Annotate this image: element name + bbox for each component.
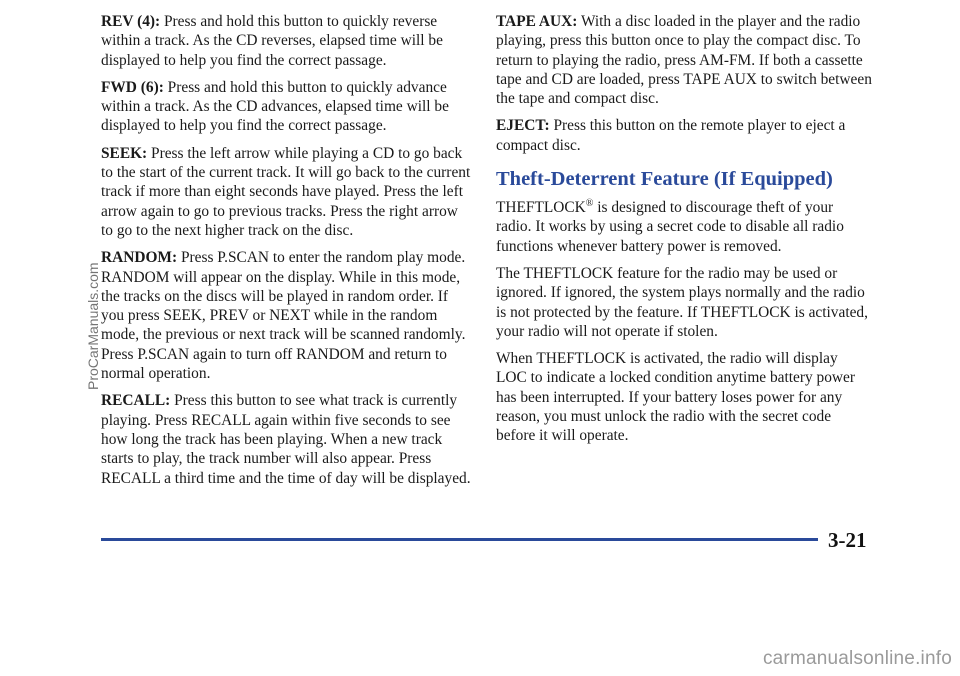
- right-column: [496, 12, 872, 454]
- tape-aux-paragraph: [496, 12, 872, 108]
- vertical-watermark-text: ProCarManuals.com: [85, 262, 101, 390]
- seek-paragraph: [101, 144, 471, 240]
- left-column: [101, 12, 471, 496]
- theftlock-intro-text: is designed to discourage theft of your radio. It works by using a secret code to disable all radio functions whenever battery power is removed.: [496, 199, 844, 255]
- theftlock-activation-paragraph: When THEFTLOCK is activated, the radio will display LOC to indicate a locked condition anytime battery power has been interrupted. If your battery loses power for any reason, you must unlock the radio with the secret code before it will operate.: [496, 350, 856, 445]
- rev-term: REV (4):: [101, 13, 161, 30]
- seek-term: SEEK:: [101, 144, 148, 162]
- rev-paragraph: [101, 12, 471, 70]
- eject-paragraph: [496, 116, 872, 155]
- bottom-watermark: carmanualsonline.info: [762, 648, 952, 669]
- tape-aux-term: TAPE AUX:: [496, 13, 578, 30]
- seek-text: Press the left arrow while playing a CD to go back to the start of the current track. It will go back to the current track if more than eight seconds have played. Press the left arrow again to go to previous tracks. Press the right arrow to go to the next higher track on the disc.: [101, 144, 471, 239]
- recall-text: Press this button to see what track is currently playing. Press RECALL again within five seconds to see how long the track has been playing. When a new track starts to play, the track number will also appear. Press RECALL a third time and the time of day will be displayed.: [101, 392, 471, 487]
- page-number: 3-21: [828, 528, 867, 552]
- random-term: RANDOM:: [101, 249, 178, 267]
- fwd-term: FWD (6):: [101, 78, 164, 96]
- footer-rule: [101, 538, 818, 541]
- fwd-text: Press and hold this button to quickly advance within a track. As the CD advances, elapsed time will be displayed to help you find the correct passage.: [101, 78, 449, 135]
- registered-mark: ®: [585, 197, 594, 209]
- theftlock-intro: [496, 198, 872, 256]
- eject-term: EJECT:: [496, 117, 550, 135]
- recall-paragraph: [101, 391, 471, 487]
- section-heading: Theft-Deterrent Feature (If Equipped): [496, 168, 833, 191]
- theftlock-word: THEFTLOCK: [496, 199, 586, 217]
- recall-term: RECALL:: [101, 392, 171, 410]
- eject-text: Press this button on the remote player to eject a compact disc.: [496, 117, 846, 154]
- vertical-watermark: [85, 200, 105, 400]
- tape-aux-text: With a disc loaded in the player and the radio playing, press this button once to play the compact disc. To return to playing the radio, press AM-FM. If both a cassette tape and CD are loaded, press TAPE AUX to switch between the tape and compact disc.: [496, 13, 872, 108]
- random-paragraph: [101, 248, 471, 383]
- rev-text: Press and hold this button to quickly reverse within a track. As the CD reverses, elapsed time will be displayed to help you find the correct passage.: [101, 13, 443, 69]
- random-text: Press P.SCAN to enter the random play mode. RANDOM will appear on the display. While in this mode, the tracks on the discs will be played in random order. If you press SEEK, PREV or NEXT while in the random mode, the previous or next track will be scanned randomly. Press P.SCAN again to turn off RANDOM and return to normal operation.: [101, 249, 466, 383]
- fwd-paragraph: [101, 78, 471, 136]
- theftlock-usage-paragraph: The THEFTLOCK feature for the radio may be used or ignored. If ignored, the system plays normally and the radio is not protected by the feature. If THEFTLOCK is activated, your radio will not operate if stolen.: [496, 264, 868, 340]
